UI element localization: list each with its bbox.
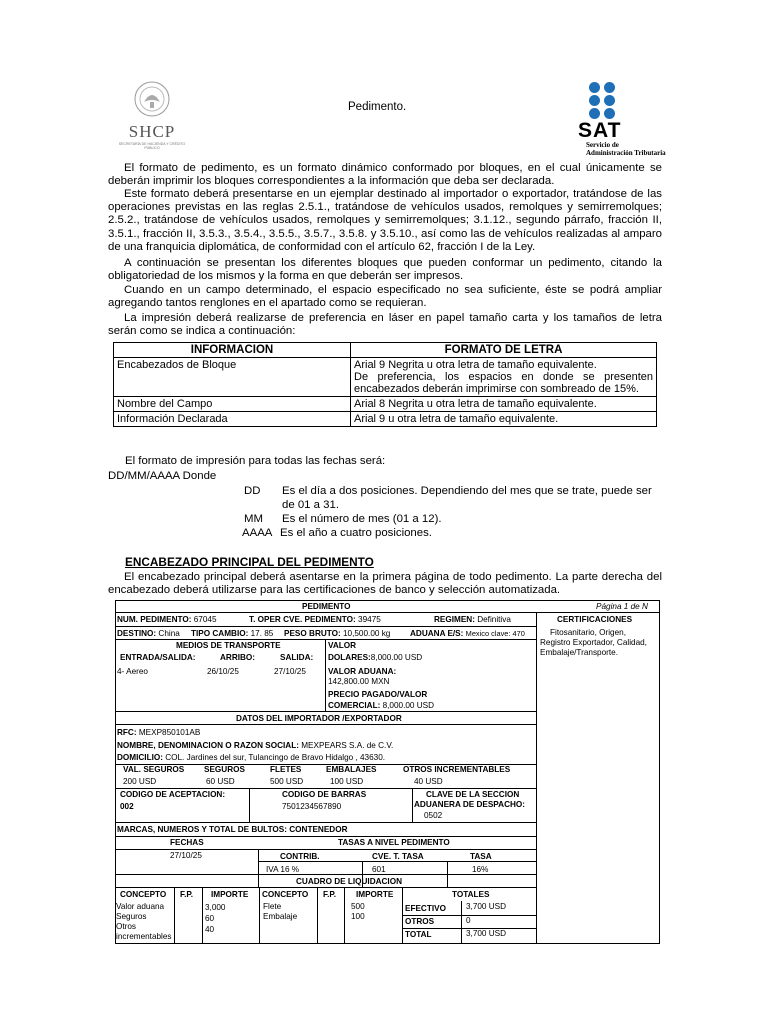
importe-header: IMPORTE <box>356 890 394 899</box>
aduana-es <box>410 629 525 639</box>
embalajes-label: EMBALAJES <box>326 765 377 774</box>
sat-dot-icon <box>604 108 615 119</box>
dates-aaaa-key: AAAA <box>242 527 273 539</box>
efectivo-value: 3,700 USD <box>466 902 507 911</box>
sat-dot-icon <box>589 95 600 106</box>
concepto-header: CONCEPTO <box>262 890 309 899</box>
table-row <box>114 397 657 412</box>
valor-label: VALOR <box>328 641 357 650</box>
domicilio <box>117 753 385 763</box>
font-format-table <box>113 342 657 427</box>
eagle-seal-icon <box>134 80 170 118</box>
field-value: Definitiva <box>477 615 511 624</box>
marcas-bultos <box>117 825 348 835</box>
list-item: Seguros <box>116 912 147 921</box>
pedimento-title: PEDIMENTO <box>302 602 351 611</box>
tasa-value: 16% <box>472 865 489 874</box>
paragraph-intro: El formato de pedimento, es un formato dinámico conformado por bloques, en el cual únicamente se deberán imprimir los bloques correspondientes a la información que deba ser declarada. <box>108 162 662 188</box>
column-header: FORMATO DE LETRA <box>351 343 657 358</box>
table-cell: Arial 8 Negrita u otra letra de tamaño equivalente. <box>351 397 657 412</box>
format-text: Arial 9 Negrita u otra letra de tamaño equivalente. <box>354 359 597 371</box>
importe-header: IMPORTE <box>211 890 249 899</box>
peso-bruto <box>284 629 390 639</box>
field-label: COMERCIAL: <box>328 701 381 710</box>
shcp-logo <box>112 80 192 160</box>
field-label: DOMICILIO: <box>117 753 163 762</box>
dates-mm-desc: Es el número de mes (01 a 12). <box>282 513 442 525</box>
arribo-label: ARRIBO: <box>220 653 256 662</box>
cve-tasa-value: 601 <box>372 865 386 874</box>
field-value: Mexico clave: 470 <box>465 629 525 638</box>
dates-dd-desc: Es el día a dos posiciones. Dependiendo del mes que se trate, puede ser <box>282 485 652 497</box>
seguros-label: SEGUROS <box>204 765 245 774</box>
destino <box>117 629 180 639</box>
list-item: Flete <box>263 902 282 911</box>
otros-incrementables-label: OTROS INCREMENTABLES <box>403 765 511 774</box>
dates-dd-key: DD <box>244 485 261 497</box>
field-value: 17. 85 <box>250 629 274 638</box>
total-label: TOTAL <box>405 930 432 939</box>
embalajes-value: 100 USD <box>330 777 364 786</box>
fletes-label: FLETES <box>270 765 302 774</box>
sat-logo-sub1: Servicio de <box>586 141 619 149</box>
toper-pedimento <box>249 615 381 625</box>
sat-dot-icon <box>589 108 600 119</box>
section-text: El encabezado principal deberá asentarse en la primera página de todo pedimento. La parte derecha del encabezado deberá utilizarse para las certificaciones de banco y selección automatizada. <box>108 571 662 597</box>
field-value: MEXPEARS S.A. de C.V. <box>301 741 394 750</box>
field-value: MEXP850101AB <box>138 728 201 737</box>
table-cell: Arial 9 u otra letra de tamaño equivalente. <box>351 412 657 427</box>
field-value: COL. Jardines del sur, Tulancingo de Bravo Hidalgo , 43630. <box>165 753 386 762</box>
table-header-row <box>114 343 657 358</box>
sat-dot-icon <box>604 95 615 106</box>
entrada-salida-label: ENTRADA/SALIDA: <box>120 653 196 662</box>
certificaciones-label: CERTIFICACIONES <box>557 615 633 624</box>
page-title: Pedimento. <box>348 101 407 113</box>
dolares <box>328 653 422 663</box>
dates-aaaa-desc: Es el año a cuatro posiciones. <box>280 527 432 539</box>
otros-label: OTROS <box>405 917 435 926</box>
dates-intro: El formato de impresión para todas las fechas será: <box>125 455 386 467</box>
field-label: PESO BRUTO: <box>284 629 341 638</box>
totales-header: TOTALES <box>452 890 490 899</box>
table-row <box>114 358 657 397</box>
field-label: DOLARES: <box>328 653 371 662</box>
dates-pattern: DD/MM/AAAA Donde <box>108 470 217 482</box>
list-item: 3,000 <box>205 903 226 912</box>
precio-comercial <box>328 701 434 711</box>
field-label: MARCAS, NUMEROS Y TOTAL DE BULTOS: <box>117 825 287 834</box>
val-seguros-value: 200 USD <box>123 777 157 786</box>
salida-label: SALIDA: <box>280 653 314 662</box>
table-row <box>114 412 657 427</box>
shcp-logo-text: SHCP <box>128 122 176 141</box>
nombre-razon-social <box>117 741 393 751</box>
paragraph-format: Este formato deberá presentarse en un ejemplar destinado al importador o exportador, tratándose de las operaciones previstas en las reglas 2.5.1., tratándose de vehículos usados, remolques y semirremolques; 2.5.2., tratándose de vehículos usados, remolques y semirremolques; 3.1.12., segundo párrafo, fracción II, 3.5.1., fracción II, 3.5.3., 3.5.4., 3.5.5., 3.5.7., 3.5.8. y 3.5.10., así como las de vehículos realizadas al amparo de una franquicia diplomática, de conformidad con el artículo 62, fracción I de la Ley. <box>108 188 662 253</box>
field-label: REGIMEN: <box>434 615 475 624</box>
list-item: Valor aduana <box>116 902 165 911</box>
shcp-logo-subtext: SECRETARÍA DE HACIENDA Y CRÉDITO PÚBLICO <box>118 142 186 150</box>
certificaciones-text: Fitosanitario, Origen, <box>550 628 626 637</box>
paragraph-printing: La impresión deberá realizarse de preferencia en láser en papel tamaño carta y los tamaños de letra serán como se indica a continuación: <box>108 312 662 338</box>
fp-header: F.P. <box>323 890 337 899</box>
cve-tasa-label: CVE. T. TASA <box>372 852 424 861</box>
table-cell: Información Declarada <box>114 412 351 427</box>
dates-mm-key: MM <box>244 513 263 525</box>
list-item: 500 <box>351 902 365 911</box>
precio-pagado-label: PRECIO PAGADO/VALOR <box>328 690 428 699</box>
concepto-header: CONCEPTO <box>120 890 167 899</box>
list-item: incrementables <box>116 932 172 941</box>
medios-transporte-label: MEDIOS DE TRANSPORTE <box>176 641 281 650</box>
tasa-label: TASA <box>470 852 492 861</box>
codigo-aceptacion-value: 002 <box>120 802 134 811</box>
entrada-salida-value: 4- Aereo <box>117 667 148 676</box>
fp-header: F.P. <box>180 890 194 899</box>
otros-value: 0 <box>466 916 471 925</box>
codigo-aceptacion-label: CODIGO DE ACEPTACION: <box>120 790 226 799</box>
table-cell: Nombre del Campo <box>114 397 351 412</box>
sat-dot-icon <box>589 82 600 93</box>
fletes-value: 500 USD <box>270 777 304 786</box>
list-item: 60 <box>205 914 215 923</box>
fechas-value: 27/10/25 <box>170 851 202 860</box>
tasas-nivel-label: TASAS A NIVEL PEDIMENTO <box>338 838 450 847</box>
list-item: 40 <box>205 925 215 934</box>
clave-seccion-label: CLAVE DE LA SECCION <box>426 790 520 799</box>
format-note: De preferencia, los espacios en donde se presenten encabezados deberán imprimirse con sombreado de 15%. <box>354 371 653 395</box>
codigo-barras-label: CODIGO DE BARRAS <box>282 790 367 799</box>
salida-value: 27/10/25 <box>274 667 306 676</box>
seguros-value: 60 USD <box>206 777 235 786</box>
num-pedimento <box>117 615 217 625</box>
page-number: Página 1 de N <box>596 602 648 611</box>
total-value: 3,700 USD <box>466 929 507 938</box>
sat-logo-sub2: Administración Tributaria <box>586 149 666 157</box>
clave-seccion-label-2: ADUANERA DE DESPACHO: <box>414 800 525 809</box>
paragraph-blocks: A continuación se presentan los diferentes bloques que pueden conformar un pedimento, citando la obligatoriedad de los mismos y la forma en que deberán ser impresos. <box>108 257 662 283</box>
otros-incrementables-value: 40 USD <box>414 777 443 786</box>
table-cell <box>351 358 657 397</box>
field-value: 8,000.00 USD <box>382 701 435 710</box>
codigo-barras-value: 7501234567890 <box>282 802 342 811</box>
arribo-value: 26/10/25 <box>207 667 239 676</box>
field-value: 8,000.00 USD <box>370 653 423 662</box>
sat-logo-text: SAT <box>578 119 622 142</box>
sat-dot-icon <box>604 82 615 93</box>
list-item: Otros <box>116 922 137 931</box>
list-item: 100 <box>351 912 365 921</box>
field-value: 39475 <box>358 615 381 624</box>
contrib-value: IVA 16 % <box>266 865 300 874</box>
field-label: NUM. PEDIMENTO: <box>117 615 192 624</box>
fechas-label: FECHAS <box>170 838 204 847</box>
valor-aduana-label: VALOR ADUANA: <box>328 667 397 676</box>
table-cell: Encabezados de Bloque <box>114 358 351 397</box>
datos-importador-label: DATOS DEL IMPORTADOR /EXPORTADOR <box>236 714 402 723</box>
section-heading: ENCABEZADO PRINCIPAL DEL PEDIMENTO <box>125 555 374 569</box>
regimen <box>434 615 511 625</box>
column-header: INFORMACION <box>114 343 351 358</box>
field-label: TIPO CAMBIO: <box>191 629 249 638</box>
tipo-cambio <box>191 629 273 639</box>
efectivo-label: EFECTIVO <box>405 904 446 913</box>
valor-aduana-value: 142,800.00 MXN <box>328 677 390 686</box>
contrib-label: CONTRIB. <box>280 852 320 861</box>
field-value: 10,500.00 kg <box>343 629 391 638</box>
rfc <box>117 728 200 738</box>
field-label: ADUANA E/S: <box>410 629 464 638</box>
list-item: Embalaje <box>263 912 298 921</box>
field-label: T. OPER CVE. PEDIMENTO: <box>249 615 356 624</box>
field-value: China <box>158 629 180 638</box>
val-seguros-label: VAL. SEGUROS <box>123 765 185 774</box>
field-value: 67045 <box>193 615 217 624</box>
dates-dd-desc-2: de 01 a 31. <box>282 499 340 511</box>
certificaciones-text: Registro Exportador, Calidad, <box>540 638 647 647</box>
pedimento-form <box>115 600 660 944</box>
field-label: NOMBRE, DENOMINACION O RAZON SOCIAL: <box>117 741 299 750</box>
clave-seccion-value: 0502 <box>424 811 443 820</box>
sat-logo <box>572 80 666 160</box>
field-label: DESTINO: <box>117 629 157 638</box>
field-value: CONTENEDOR <box>289 825 348 834</box>
field-label: RFC: <box>117 728 137 737</box>
certificaciones-text: Embalaje/Transporte. <box>540 648 618 657</box>
cuadro-liquidacion-label: CUADRO DE LIQUIDACION <box>296 877 402 886</box>
paragraph-space: Cuando en un campo determinado, el espacio especificado no sea suficiente, éste se podrá ampliar agregando tantos renglones en el apartado como se requieran. <box>108 284 662 310</box>
